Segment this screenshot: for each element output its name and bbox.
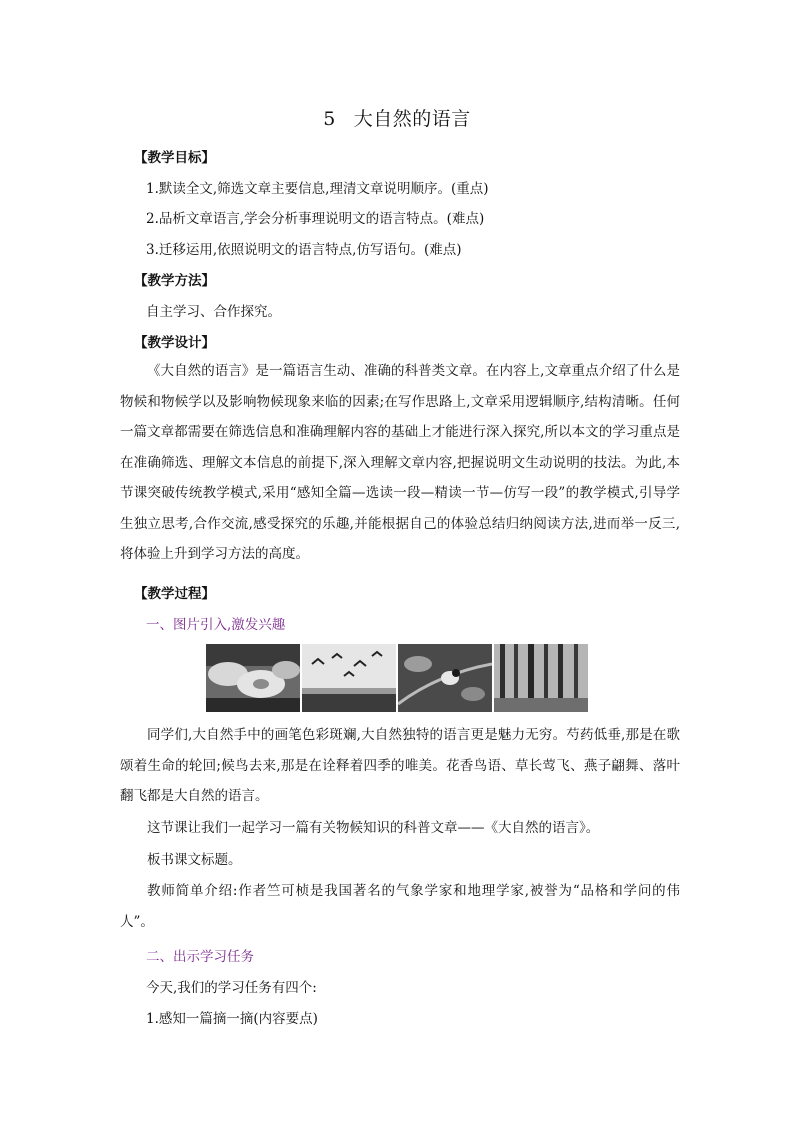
- nature-photo-strip: [206, 644, 588, 712]
- step1-paragraph-3: 板书课文标题。: [147, 852, 242, 868]
- step1-paragraph-2: 这节课让我们一起学习一篇有关物候知识的科普文章——《大自然的语言》。: [147, 820, 600, 836]
- photo-migrating-birds: [302, 644, 396, 712]
- goals-heading: 【教学目标】: [134, 150, 215, 166]
- step1-paragraph-1: 同学们,大自然手中的画笔色彩斑斓,大自然独特的语言更是魅力无穷。芍药低垂,那是在歌颂着生命的轮回;候鸟去来,那是在诠释着四季的唯美。花香鸟语、草长莺飞、燕子翩舞、落叶翻飞都是大自然的语言。: [120, 727, 680, 804]
- lesson-number: 5: [323, 108, 336, 130]
- photo-forest-trees: [494, 644, 588, 712]
- page-title: [0, 104, 794, 131]
- goal-item-3: 3.迁移运用,依照说明文的语言特点,仿写语句。(难点): [146, 242, 462, 258]
- step1-heading: 一、图片引入,激发兴趣: [146, 617, 286, 633]
- step1-paragraph-4: 教师简单介绍:作者竺可桢是我国著名的气象学家和地理学家,被誉为“品格和学问的伟人”。: [120, 883, 680, 930]
- photo-peony-flowers: [206, 644, 300, 712]
- step2-paragraph: 今天,我们的学习任务有四个:: [146, 980, 317, 996]
- design-paragraph: 《大自然的语言》是一篇语言生动、准确的科普类文章。在内容上,文章重点介绍了什么是物候和物候学以及影响物候现象来临的因素;在写作思路上,文章采用逻辑顺序,结构清晰。任何一篇文章都需要在筛选信息和准确理解内容的基础上才能进行深入探究,所以本文的学习重点是在准确筛选、理解文本信息的前提下,深入理解文章内容,把握说明文生动说明的技法。为此,本节课突破传统教学模式,采用“感知全篇—选读一段—精读一节—仿写一段”的教学模式,引导学生独立思考,合作交流,感受探究的乐趣,并能根据自己的体验总结归纳阅读方法,进而举一反三,将体验上升到学习方法的高度。: [120, 363, 680, 562]
- goal-item-2: 2.品析文章语言,学会分析事理说明文的语言特点。(难点): [146, 211, 485, 227]
- design-heading: 【教学设计】: [134, 335, 215, 351]
- lesson-title: 大自然的语言: [353, 108, 471, 130]
- photo-bird-on-branch: [398, 644, 492, 712]
- step2-item-1: 1.感知一篇摘一摘(内容要点): [146, 1011, 318, 1027]
- method-heading: 【教学方法】: [134, 273, 215, 289]
- process-heading: 【教学过程】: [134, 586, 215, 602]
- step2-heading: 二、出示学习任务: [146, 949, 254, 965]
- method-text: 自主学习、合作探究。: [146, 304, 281, 320]
- goal-item-1: 1.默读全文,筛选文章主要信息,理清文章说明顺序。(重点): [146, 181, 489, 197]
